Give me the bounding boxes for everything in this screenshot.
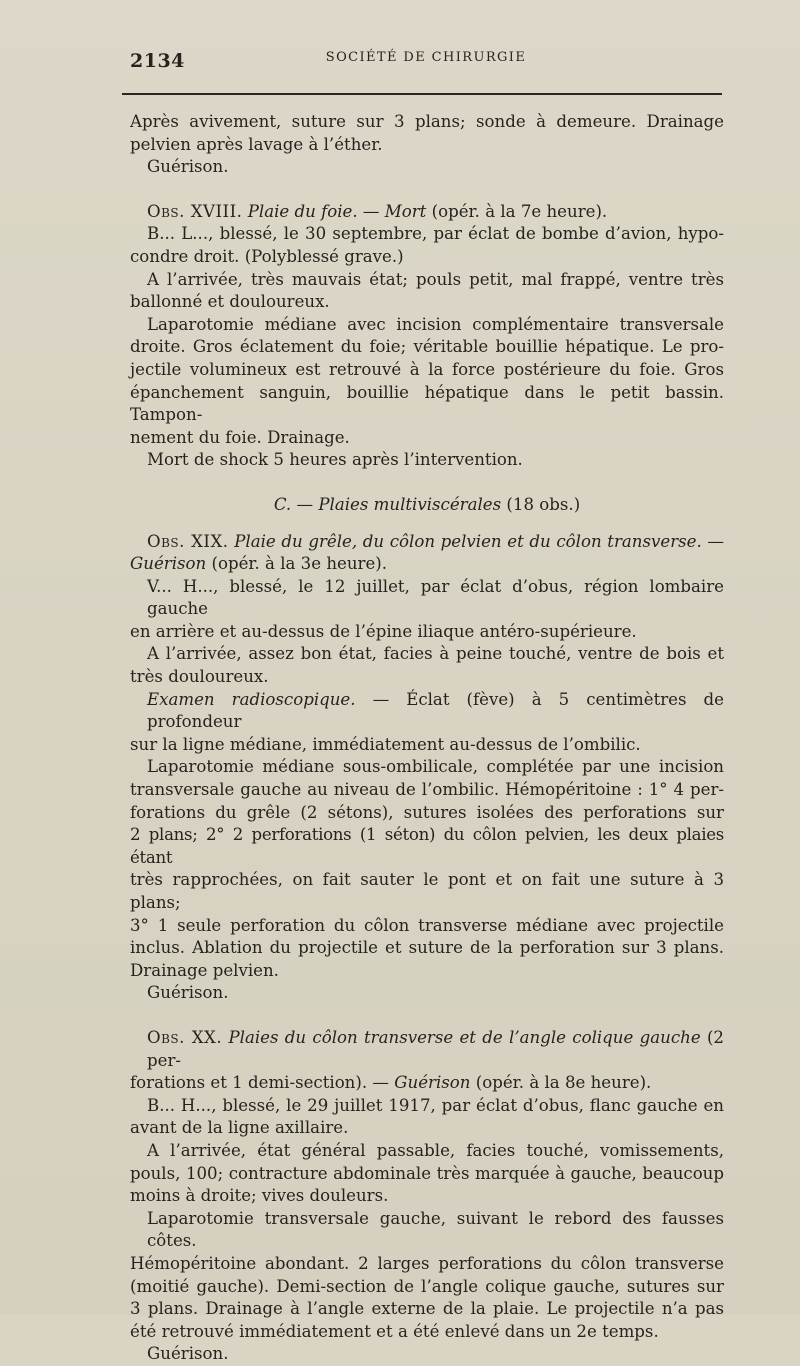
text-line: Hémopéritoine abondant. 2 larges perforations du côlon transverse [130, 1253, 724, 1273]
text-span: (2 per- [147, 1027, 724, 1070]
text-line: V... H..., blessé, le 12 juillet, par éclat d’obus, région lombaire gauche [147, 576, 724, 619]
observation-timing: (opér. à la 3e heure). [206, 554, 388, 574]
dash: — [357, 201, 385, 221]
observation-title: Plaie du grêle, du côlon pelvien et du côlon transverse. [234, 531, 702, 551]
text-line: avant de la ligne axillaire. [130, 1118, 349, 1138]
header-rule [122, 93, 722, 95]
text-line: 3° 1 seule perforation du côlon transverse médiane avec projectile [130, 915, 724, 935]
text-line: nement du foie. Drainage. [130, 427, 350, 447]
text-line: Drainage pelvien. [130, 960, 279, 980]
text-line: 2 plans; 2° 2 perforations (1 séton) du côlon pelvien, les deux plaies étant [130, 825, 724, 867]
text-line: très rapprochées, on fait sauter le pont et on fait une suture à 3 plans; [130, 870, 724, 912]
section-title: Plaies multiviscérales [318, 494, 502, 514]
observation-title: Plaies du côlon transverse et de l’angle colique gauche [228, 1027, 701, 1047]
text-span: — Éclat (fève) à 5 centimètres de profondeur [147, 689, 724, 732]
text-line: 3 plans. Drainage à l’angle externe de la plaie. Le projectile n’a pas [130, 1299, 724, 1319]
text-span: forations et 1 demi-section). [130, 1073, 368, 1093]
dash: — [291, 494, 319, 514]
text-line: pelvien après lavage à l’éther. [130, 134, 383, 154]
observation-outcome: Guérison [394, 1073, 471, 1093]
text-line: inclus. Ablation du projectile et suture de la perforation sur 3 plans. [130, 938, 724, 958]
text-line: B... L..., blessé, le 30 septembre, par éclat de bombe d’avion, hypo- [147, 224, 724, 244]
text-line [130, 689, 724, 734]
observation-heading-cont [130, 553, 724, 576]
observation-heading [130, 1027, 724, 1072]
text-line: en arrière et au-dessus de l’épine iliaque antéro-supérieure. [130, 621, 637, 641]
observation-heading [130, 201, 724, 224]
text-line: Guérison. [147, 983, 229, 1003]
dash: — [701, 531, 725, 551]
text-line: droite. Gros éclatement du foie; véritable bouillie hépatique. Le pro- [130, 337, 724, 357]
text-line: A l’arrivée, très mauvais état; pouls petit, mal frappé, ventre très [147, 269, 724, 289]
exam-label: Examen radioscopique. [147, 689, 356, 709]
text-line: Guérison. [147, 157, 229, 177]
text-line: jectile volumineux est retrouvé à la force postérieure du foie. Gros [130, 359, 724, 379]
text-line: Laparotomie transversale gauche, suivant le rebord des fausses côtes. [147, 1208, 724, 1251]
observation-heading [130, 531, 724, 554]
section-letter: C. [273, 494, 292, 514]
observation-number: Obs. XX. [147, 1027, 223, 1047]
text-line: A l’arrivée, assez bon état, facies à peine touché, ventre de bois et [147, 644, 724, 664]
page-number: 2134 [130, 50, 185, 72]
text-line: B... H..., blessé, le 29 juillet 1917, par éclat d’obus, flanc gauche en [147, 1095, 724, 1115]
text-line: transversale gauche au niveau de l’ombilic. Hémopéritoine : 1° 4 per- [130, 780, 724, 800]
text-line: forations du grêle (2 sétons), sutures isolées des perforations sur [130, 802, 724, 822]
text-line: (moitié gauche). Demi-section de l’angle colique gauche, sutures sur [130, 1276, 724, 1296]
observation-number: Obs. XIX. [147, 531, 229, 551]
text-line: été retrouvé immédiatement et a été enlevé dans un 2e temps. [130, 1321, 659, 1341]
observation-number: Obs. XVIII. [147, 201, 243, 221]
section-heading [130, 494, 724, 517]
observation-outcome: Mort [384, 201, 427, 221]
text-line: A l’arrivée, état général passable, facies touché, vomissements, [147, 1140, 724, 1160]
text-line: condre droit. (Polyblessé grave.) [130, 246, 404, 266]
text-line: Laparotomie médiane sous-ombilicale, complétée par une incision [147, 757, 724, 777]
section-count: (18 obs.) [501, 494, 581, 514]
text-line: sur la ligne médiane, immédiatement au-dessus de l’ombilic. [130, 734, 641, 754]
observation-outcome: Guérison [130, 554, 207, 574]
observation-timing: (opér. à la 8e heure). [470, 1073, 652, 1093]
observation-heading-cont [130, 1072, 724, 1095]
dash: — [367, 1073, 395, 1093]
text-line: Laparotomie médiane avec incision complémentaire transversale [147, 314, 724, 334]
text-line: Après avivement, suture sur 3 plans; sonde à demeure. Drainage [130, 112, 724, 131]
text-line: pouls, 100; contracture abdominale très marquée à gauche, beaucoup [130, 1163, 724, 1183]
text-line: Guérison. [147, 1344, 229, 1364]
running-title: SOCIÉTÉ DE CHIRURGIE [325, 50, 527, 65]
page-header [130, 50, 722, 72]
text-line: très douloureux. [130, 667, 269, 687]
page-body [130, 111, 724, 1366]
observation-timing: (opér. à la 7e heure). [426, 201, 608, 221]
text-line: épanchement sanguin, bouillie hépatique dans le petit bassin. Tampon- [130, 382, 724, 425]
observation-title: Plaie du foie. [247, 201, 358, 221]
text-line: moins à droite; vives douleurs. [130, 1186, 389, 1206]
text-line: Mort de shock 5 heures après l’intervention. [147, 450, 523, 470]
text-line: ballonné et douloureux. [130, 292, 330, 312]
